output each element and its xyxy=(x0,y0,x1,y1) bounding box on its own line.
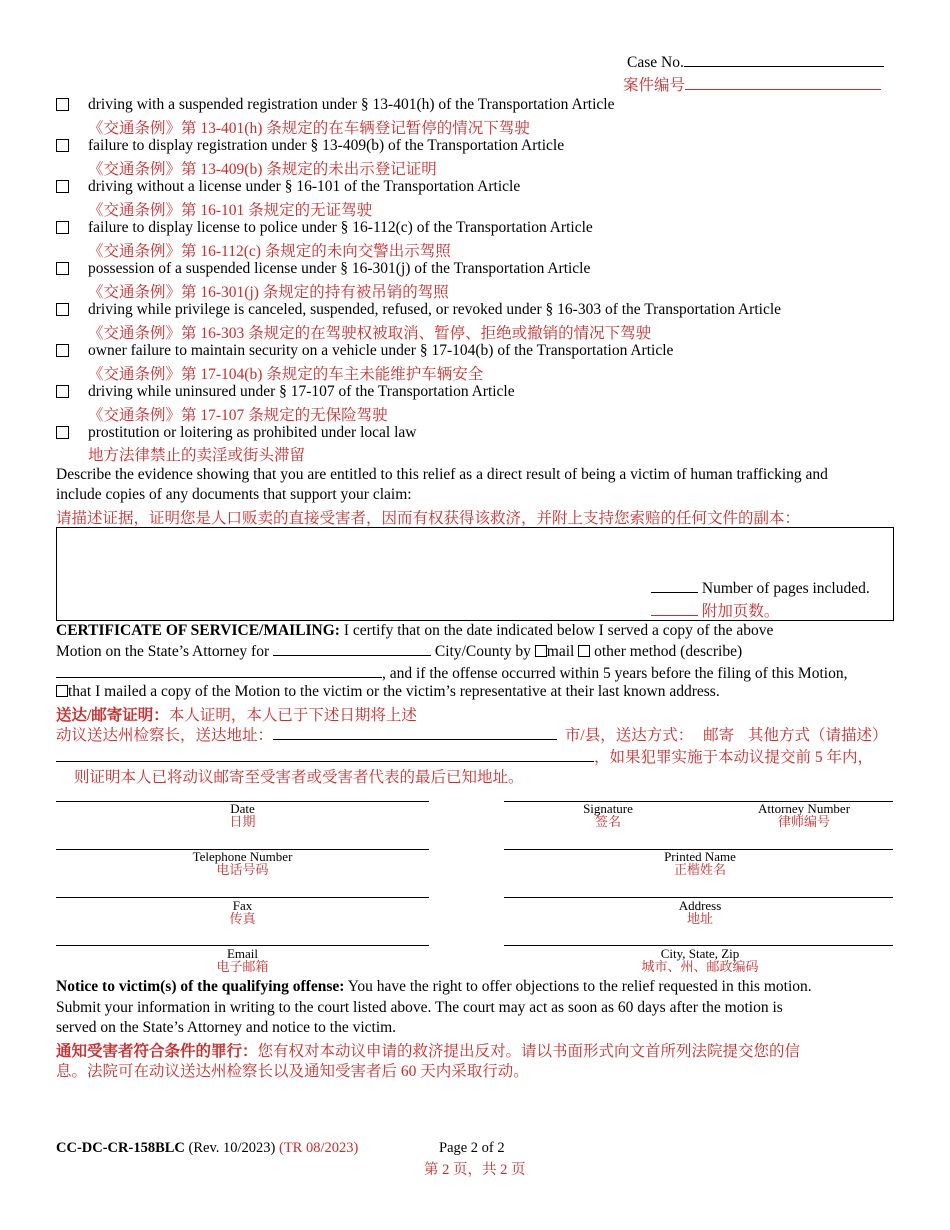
certificate-line-1-zh: 送达/邮寄证明：本人证明，本人已于下述日期将上述 xyxy=(56,707,417,724)
telephone-label: Telephone Number 电话号码 xyxy=(192,849,293,877)
offense-label: driving while privilege is canceled, suspended, refused, or revoked under § 16-303 of the Transportation Article xyxy=(88,301,782,318)
mail-checkbox[interactable] xyxy=(535,645,547,657)
certificate-line-3: , and if the offense occurred within 5 years before the filing of this Motion, xyxy=(56,663,847,683)
offense-label-zh: 《交通条例》第 16-101 条规定的无证驾驶 xyxy=(88,202,373,219)
offense-label: failure to display license to police under § 16-112(c) of the Transportation Article xyxy=(88,219,593,236)
offense-label: possession of a suspended license under § 16-301(j) of the Transportation Article xyxy=(88,260,591,277)
offense-checkbox[interactable] xyxy=(56,344,69,357)
page-number-zh: 第 2 页，共 2 页 xyxy=(424,1162,526,1178)
certificate-heading: CERTIFICATE OF SERVICE/MAILING: xyxy=(56,622,340,639)
offense-label-zh: 《交通条例》第 17-104(b) 条规定的车主未能维护车辆安全 xyxy=(88,366,484,383)
offense-checkbox[interactable] xyxy=(56,180,69,193)
notice-heading-zh: 通知受害者符合条件的罪行： xyxy=(56,1043,258,1060)
case-number-field-zh[interactable] xyxy=(685,75,881,90)
evidence-instructions: Describe the evidence showing that you are entitled to this relief as a direct result of being a victim of human trafficking and xyxy=(56,466,828,483)
offense-label: failure to display registration under § 13-409(b) of the Transportation Article xyxy=(88,137,565,154)
certificate-line-4: that I mailed a copy of the Motion to the victim or the victim’s representative at their last known address. xyxy=(56,683,720,701)
certificate-heading-zh: 送达/邮寄证明： xyxy=(56,707,169,724)
date-label: Date 日期 xyxy=(229,801,256,829)
offense-checkbox[interactable] xyxy=(56,221,69,234)
offense-label-zh: 《交通条例》第 17-107 条规定的无保险驾驶 xyxy=(88,407,388,424)
offense-checkbox[interactable] xyxy=(56,262,69,275)
page-number: Page 2 of 2 xyxy=(439,1140,505,1156)
attorney-number-label: Attorney Number 律师编号 xyxy=(757,801,851,829)
notice-heading: Notice to victim(s) of the qualifying offense: xyxy=(56,978,345,995)
certificate-line-3-zh: ，如果犯罪实施于本动议提交前 5 年内， xyxy=(56,745,873,767)
offense-checkbox[interactable] xyxy=(56,98,69,111)
printed-name-label: Printed Name 正楷姓名 xyxy=(664,849,736,877)
notice-line-2: Submit your information in writing to the court listed above. The court may act as soon as 60 days after the motion is xyxy=(56,999,783,1016)
offense-checkbox[interactable] xyxy=(56,303,69,316)
offense-label-zh: 《交通条例》第 16-112(c) 条规定的未向交警出示驾照 xyxy=(88,243,451,260)
certificate-line-4-zh: 则证明本人已将动议邮寄至受害者或受害者代表的最后已知地址。 xyxy=(74,769,524,786)
case-number-label-zh: 案件编号 xyxy=(623,73,881,95)
case-number-label: Case No. xyxy=(627,52,884,72)
pages-included-field-zh[interactable] xyxy=(651,603,698,616)
certificate-line-2: Motion on the State’s Attorney for City/County by mail other method (describe) xyxy=(56,643,743,660)
offense-label: driving while uninsured under § 17-107 of the Transportation Article xyxy=(88,383,515,400)
address-label: Address 地址 xyxy=(678,898,722,926)
offense-checkbox[interactable] xyxy=(56,139,69,152)
offense-checkbox[interactable] xyxy=(56,426,69,439)
county-field[interactable] xyxy=(273,643,431,656)
notice-line-1-zh: 通知受害者符合条件的罪行：您有权对本动议申请的救济提出反对。请以书面形式向文首所列法院提交您的信 xyxy=(56,1043,801,1060)
offense-label: driving with a suspended registration under § 13-401(h) of the Transportation Article xyxy=(88,96,615,113)
offense-label-zh: 《交通条例》第 13-409(b) 条规定的未出示登记证明 xyxy=(88,161,437,178)
notice-line-1: Notice to victim(s) of the qualifying offense: You have the right to offer objections to the relief requested in this motion. xyxy=(56,978,812,995)
offense-label: driving without a license under § 16-101 of the Transportation Article xyxy=(88,178,521,195)
offense-label-zh: 地方法律禁止的卖淫或街头滞留 xyxy=(88,447,306,464)
mailed-victim-checkbox[interactable] xyxy=(56,685,68,697)
fax-label: Fax 传真 xyxy=(229,898,256,926)
certificate-line-1: CERTIFICATE OF SERVICE/MAILING: I certify that on the date indicated below I served a copy of the above xyxy=(56,622,774,639)
signature-label: Signature 签名 xyxy=(583,801,633,829)
offense-label: owner failure to maintain security on a vehicle under § 17-104(b) of the Transportation Article xyxy=(88,342,674,359)
other-method-field[interactable] xyxy=(56,663,382,678)
pages-included-field[interactable] xyxy=(651,580,698,593)
offense-label: prostitution or loitering as prohibited under local law xyxy=(88,424,417,441)
pages-included-zh: 附加页数。 xyxy=(651,599,779,621)
offense-label-zh: 《交通条例》第 13-401(h) 条规定的在车辆登记暂停的情况下驾驶 xyxy=(88,120,530,137)
certificate-line-2-zh: 动议送达州检察长，送达地址： 市/县，送达方式： 邮寄 其他方式（请描述） xyxy=(56,727,888,744)
other-method-field-zh[interactable] xyxy=(56,747,594,762)
county-field-zh[interactable] xyxy=(273,725,557,740)
notice-line-3: served on the State’s Attorney and notice to the victim. xyxy=(56,1019,397,1036)
evidence-instructions-zh: 请描述证据，证明您是人口贩卖的直接受害者，因而有权获得该救济，并附上支持您索赔的任何文件的副本： xyxy=(56,510,801,527)
offense-checkbox[interactable] xyxy=(56,385,69,398)
email-label: Email 电子邮箱 xyxy=(216,946,269,974)
form-id: CC-DC-CR-158BLC (Rev. 10/2023) (TR 08/2023) xyxy=(56,1140,359,1156)
case-number-field[interactable] xyxy=(684,52,884,67)
offense-label-zh: 《交通条例》第 16-301(j) 条规定的持有被吊销的驾照 xyxy=(88,284,449,301)
pages-included: Number of pages included. xyxy=(651,580,870,598)
other-method-checkbox[interactable] xyxy=(578,645,590,657)
city-state-zip-label: City, State, Zip 城市、州、邮政编码 xyxy=(641,946,759,974)
offense-label-zh: 《交通条例》第 16-303 条规定的在驾驶权被取消、暂停、拒绝或撤销的情况下驾驶 xyxy=(88,325,652,342)
notice-line-2-zh: 息。法院可在动议送达州检察长以及通知受害者后 60 天内采取行动。 xyxy=(56,1063,529,1080)
evidence-instructions-2: include copies of any documents that support your claim: xyxy=(56,486,412,503)
